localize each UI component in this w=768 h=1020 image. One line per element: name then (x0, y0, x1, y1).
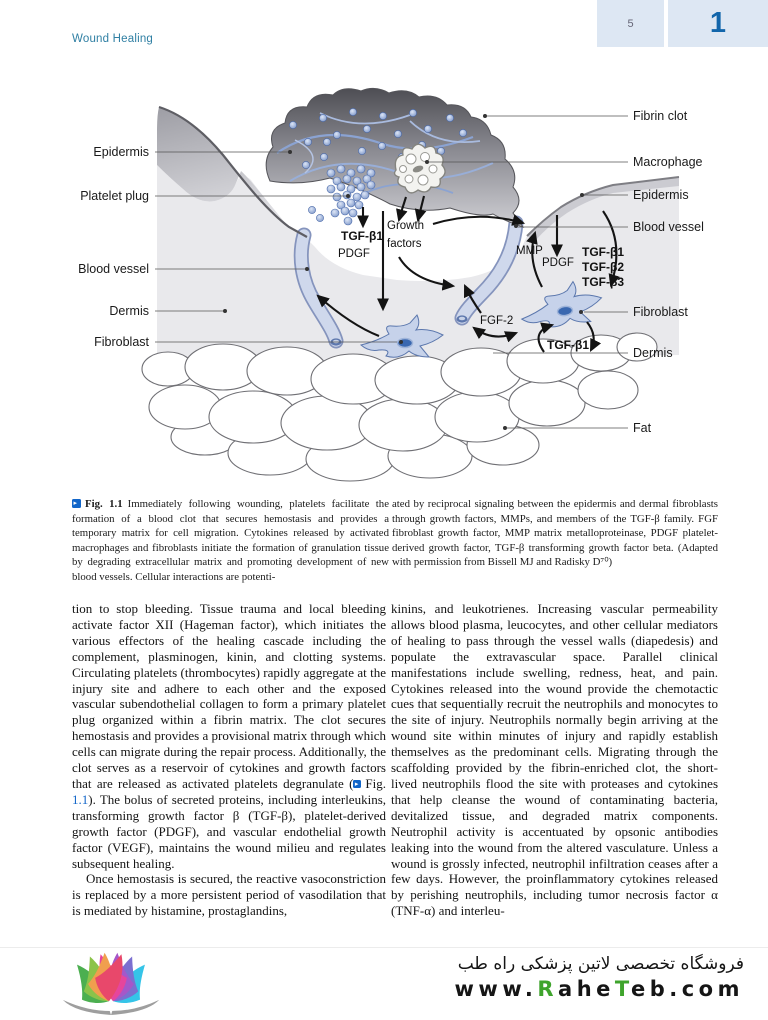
label-growth-2: factors (387, 238, 422, 250)
label-fgf2: FGF-2 (480, 315, 514, 327)
label-tgfb2-stack: TGF-β2 (582, 260, 624, 274)
figure-ref-link[interactable]: 1.1 (72, 791, 89, 807)
label-macrophage: Macrophage (633, 155, 703, 169)
footer (0, 947, 768, 1020)
label-blood-vessel-right: Blood vessel (633, 220, 704, 234)
label-pdgf-right: PDGF (542, 257, 574, 269)
paragraph-text: tion to stop bleeding. Tissue trauma and local bleeding activate factor XII (Hageman factor), which initiates the various effectors of the healing cascade including the complement, plasminogen, kinin, and clotting systems. Circulating platelets (thrombocytes) rapidly aggregate at the injury site and adhere to each other and the exposed vascular subendothelial collagen to form a primary platelet plug organized within a fibrin matrix. The clot secures hemostasis and provides a provisional matrix through which cells can migrate during the repair process. Additionally, the clot serves as a reservoir of cytokines and growth factors that are released as activated platelets degranulate ( (72, 601, 386, 791)
figure-ref-word: Fig. (365, 775, 386, 791)
url-part: .com (669, 977, 744, 1001)
paragraph (72, 601, 386, 871)
label-tgfb3-stack: TGF-β3 (582, 275, 624, 289)
chapter-number-box (668, 0, 768, 47)
url-part-green: T (614, 977, 631, 1001)
label-pdgf-left: PDGF (338, 248, 370, 260)
figure-1-1-illustration (65, 85, 745, 490)
page-number-box (597, 0, 664, 47)
label-fibroblast-right: Fibroblast (633, 305, 688, 319)
label-epidermis-left: Epidermis (93, 145, 149, 159)
figure-caption-text-right: ated by reciprocal signaling between the epidermis and dermal fibroblasts through growth factors, MMPs, and members of the TGF-β family. FGF fibroblast growth factor, MMP matrix metalloproteinase, PDGF platelet-derived growth factor, TGF-β transforming growth factor beta. (Adapted with permission from Bissell MJ and Radisky D⁷⁰) (392, 498, 718, 569)
raheteb-book-logo-icon (36, 951, 186, 1017)
label-fat: Fat (633, 421, 652, 435)
label-blood-vessel-left: Blood vessel (78, 262, 149, 276)
figure-caption-text-left: Immediately following wounding, platelets facilitate the formation of a blood clot that secures hemostasis and provides a temporary matrix for cell migration. Cytokines released by activated macrophages and fibroblasts initiate the formation of granulation tissue by degrading extracellular matrix and promoting development of new blood vessels. Cellular interactions are potenti- (72, 498, 389, 583)
label-mmp: MMP (516, 245, 543, 257)
website-url[interactable] (455, 977, 744, 1001)
label-platelet-plug: Platelet plug (80, 189, 149, 203)
running-title: Wound Healing (72, 33, 154, 45)
label-tgfb1-stack: TGF-β1 (582, 245, 624, 259)
page-number: 5 (627, 17, 634, 30)
figure-caption-right (392, 497, 718, 570)
paragraph: kinins, and leukotrienes. Increasing vascular permeability allows blood plasma, leucocytes, and other cellular mediators of healing to pass through the vessel walls (diapedesis) and populate the extravascular space. Parallel clinical manifestations include swelling, redness, heat, and pain. Cytokines released into the wound provide the chemotactic cues that sequentially recruit the neutrophils and monocytes to the site of injury. Neutrophils normally begin arriving at the wound site within minutes of injury and rapidly establish themselves as the predominant cells. Migrating through the scaffolding provided by the fibrin-enriched clot, the short-lived neutrophils flood the site with proteases and cytokines that help cleanse the wound of contaminating bacteria, devitalized tissue, and degraded matrix components. Neutrophil activity is accentuated by opsonic antibodies leaking into the wound from the altered vasculature. Unless a wound is grossly infected, neutrophil infiltration ceases after a few days. However, the proinflammatory cytokines released by perishing neutrophils, including tumor necrosis factor α (TNF-α) and interleu- (391, 601, 718, 919)
url-part: eb (630, 977, 670, 1001)
chapter-number: 1 (709, 7, 727, 39)
figure-ref-icon (72, 499, 81, 508)
label-epidermis-right: Epidermis (633, 188, 689, 202)
paragraph: Once hemostasis is secured, the reactive vasoconstriction is replaced by a more persistent period of vasodilation that is mediated by histamine, prostaglandins, (72, 871, 386, 919)
label-dermis-right: Dermis (633, 346, 673, 360)
label-fibrin-clot: Fibrin clot (633, 109, 688, 123)
figure-caption-label: Fig. 1.1 (85, 498, 123, 510)
fibrin-clot (266, 88, 523, 227)
url-part: ahe (558, 977, 615, 1001)
url-part: www. (454, 977, 538, 1001)
url-part-green: R (537, 977, 559, 1001)
paragraph-text: ). The bolus of secreted proteins, including interleukins, transforming growth factor β (TGF-β), platelet-derived growth factor (PDGF), and vascular endothelial growth factor (VEGF), maintains the wound milieu and regulates subsequent healing. (72, 791, 386, 871)
label-tgfb1-left: TGF-β1 (341, 229, 383, 243)
figure-caption-left (72, 497, 389, 585)
body-column-right (391, 601, 718, 919)
label-fibroblast-left: Fibroblast (94, 335, 149, 349)
label-tgfb1-bottom: TGF-β1 (547, 338, 589, 352)
store-name-farsi: فروشگاه تخصصی لاتین پزشکی راه طب (457, 954, 744, 974)
label-growth-1: Growth (387, 220, 425, 232)
label-dermis-left: Dermis (109, 304, 149, 318)
figure-ref-icon (353, 780, 361, 788)
body-column-left (72, 601, 386, 919)
